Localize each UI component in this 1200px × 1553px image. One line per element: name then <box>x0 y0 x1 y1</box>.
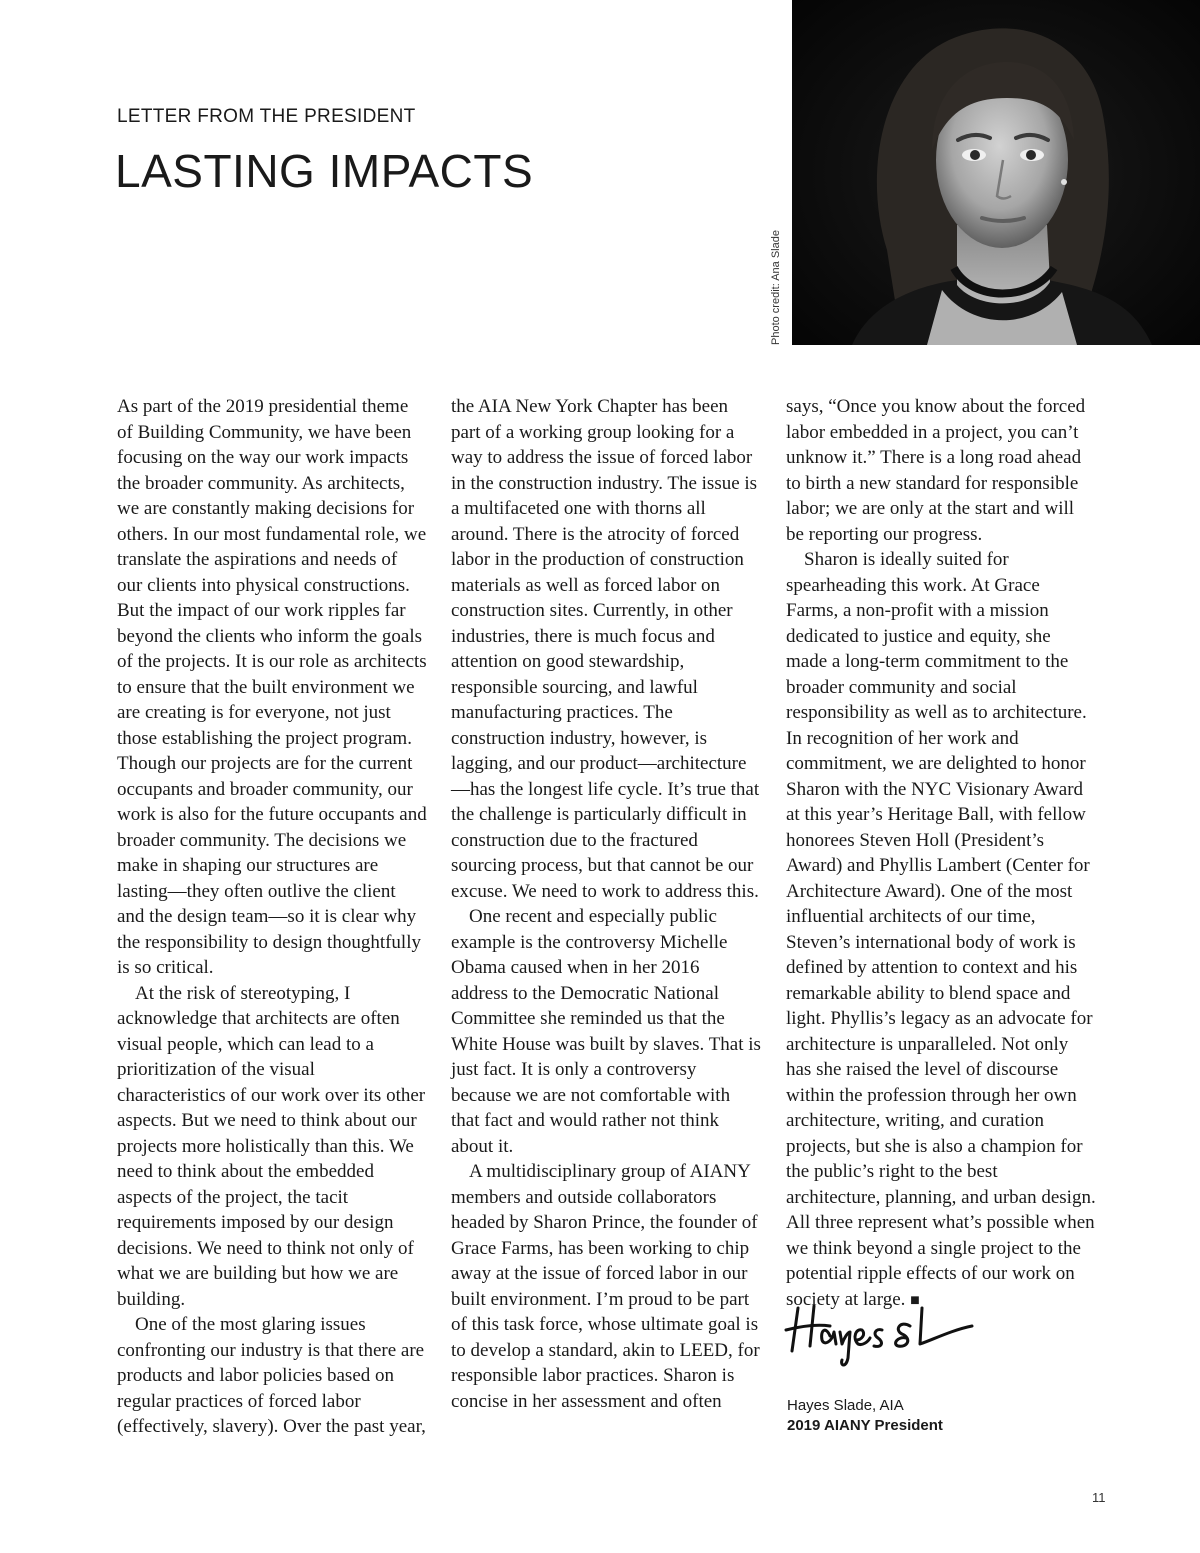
paragraph: As part of the 2019 presidential theme of Building Community, we have been focusing on the way our work impacts the broader community. As architects, we are constantly making decisions for others. In our most fundamental role, we translate the aspirations and needs of our clients into physical constructions. But the impact of our work ripples far beyond the clients who inform the goals of the projects. It is our role as architects to ensure that the built environment we are creating is for everyone, not just those establishing the project program. Though our projects are for the current occupants and broader community, our work is also for the future occupants and broader community. The decisions we make in shaping our structures are lasting—they often outlive the client and the design team—so it is clear why the responsibility to design thoughtfully is so critical. <box>117 396 427 978</box>
signoff-name: Hayes Slade, AIA <box>787 1397 904 1414</box>
body-column-1 <box>117 394 427 1440</box>
photo-credit: Photo credit: Ana Slade <box>770 230 782 345</box>
page-title: LASTING IMPACTS <box>115 145 534 197</box>
portrait-photo <box>792 0 1200 345</box>
end-mark: ■ <box>910 1291 920 1309</box>
paragraph: A multidisciplinary group of AIANY members and outside collaborators headed by Sharon Prince, the founder of Grace Farms, has been working to chip away at the issue of forced labor in our built environment. I’m proud to be part of this task force, whose ultimate goal is to develop a standard, akin to LEED, for responsible labor practices. Sharon is concise in her assessment and often <box>451 1161 760 1412</box>
paragraph-text: Sharon is ideally suited for spearheading this work. At Grace Farms, a non-profit with a mission dedicated to justice and equity, she made a long-term commitment to the broader community and social responsibility as well as to architecture. In recognition of her work and commitment, we are delighted to honor Sharon with the NYC Visionary Award at this year’s Heritage Ball, with fellow honorees Steven Holl (President’s Award) and Phyllis Lambert (Center for Architecture Award). One of the most influential architects of our time, Steven’s international body of work is defined by attention to context and his remarkable ability to blend space and light. Phyllis’s legacy as an advocate for architecture is unparalleled. Not only has she raised the level of discourse within the profession through her own architecture, writing, and curation projects, but she is also a champion for the public’s right to the best architecture, planning, and urban design. All three represent what’s possible when we think beyond a single project to the potential ripple effects of our work on society at large. <box>786 549 1096 1310</box>
paragraph: At the risk of stereotyping, I acknowledge that architects are often visual people, which can lead to a prioritization of the visual characteristics of our work over its other aspects. But we need to think about our projects more holistically than this. We need to think about the embedded aspects of the project, the tacit requirements imposed by our design decisions. We need to think not only of what we are building but how we are building. <box>117 982 426 1310</box>
paragraph: the AIA New York Chapter has been part of a working group looking for a way to address the issue of forced labor in the construction industry. The issue is a multifaceted one with thorns all around. There is the atrocity of forced labor in the production of construction materials as well as forced labor on construction sites. Currently, in other industries, there is much focus and attention on good stewardship, responsible sourcing, and lawful manufacturing practices. The construction industry, however, is lagging, and our product—architecture—has the longest life cycle. It’s true that the challenge is particularly difficult in construction due to the fractured sourcing process, but that cannot be our excuse. We need to work to address this. <box>451 396 760 902</box>
page-number: 11 <box>1092 1490 1106 1505</box>
signature <box>782 1296 977 1376</box>
paragraph: One recent and especially public example is the controversy Michelle Obama caused when in her 2016 address to the Democratic National Committee she reminded us that the White House was built by slaves. That is just fact. It is only a controversy because we are not comfortable with that fact and would rather not think about it. <box>451 906 761 1157</box>
signoff-title: 2019 AIANY President <box>787 1417 943 1434</box>
body-column-2 <box>451 394 761 1414</box>
section-kicker: LETTER FROM THE PRESIDENT <box>117 106 416 127</box>
paragraph: says, “Once you know about the forced labor embedded in a project, you can’t unknow it.” There is a long road ahead to birth a new standard for responsible labor; we are only at the start and will be reporting our progress. <box>786 396 1086 545</box>
body-column-3 <box>786 394 1096 1313</box>
paragraph <box>786 547 1096 1313</box>
paragraph: One of the most glaring issues confronting our industry is that there are products and labor policies based on regular practices of forced labor (effectively, slavery). Over the past year, <box>117 1314 426 1437</box>
